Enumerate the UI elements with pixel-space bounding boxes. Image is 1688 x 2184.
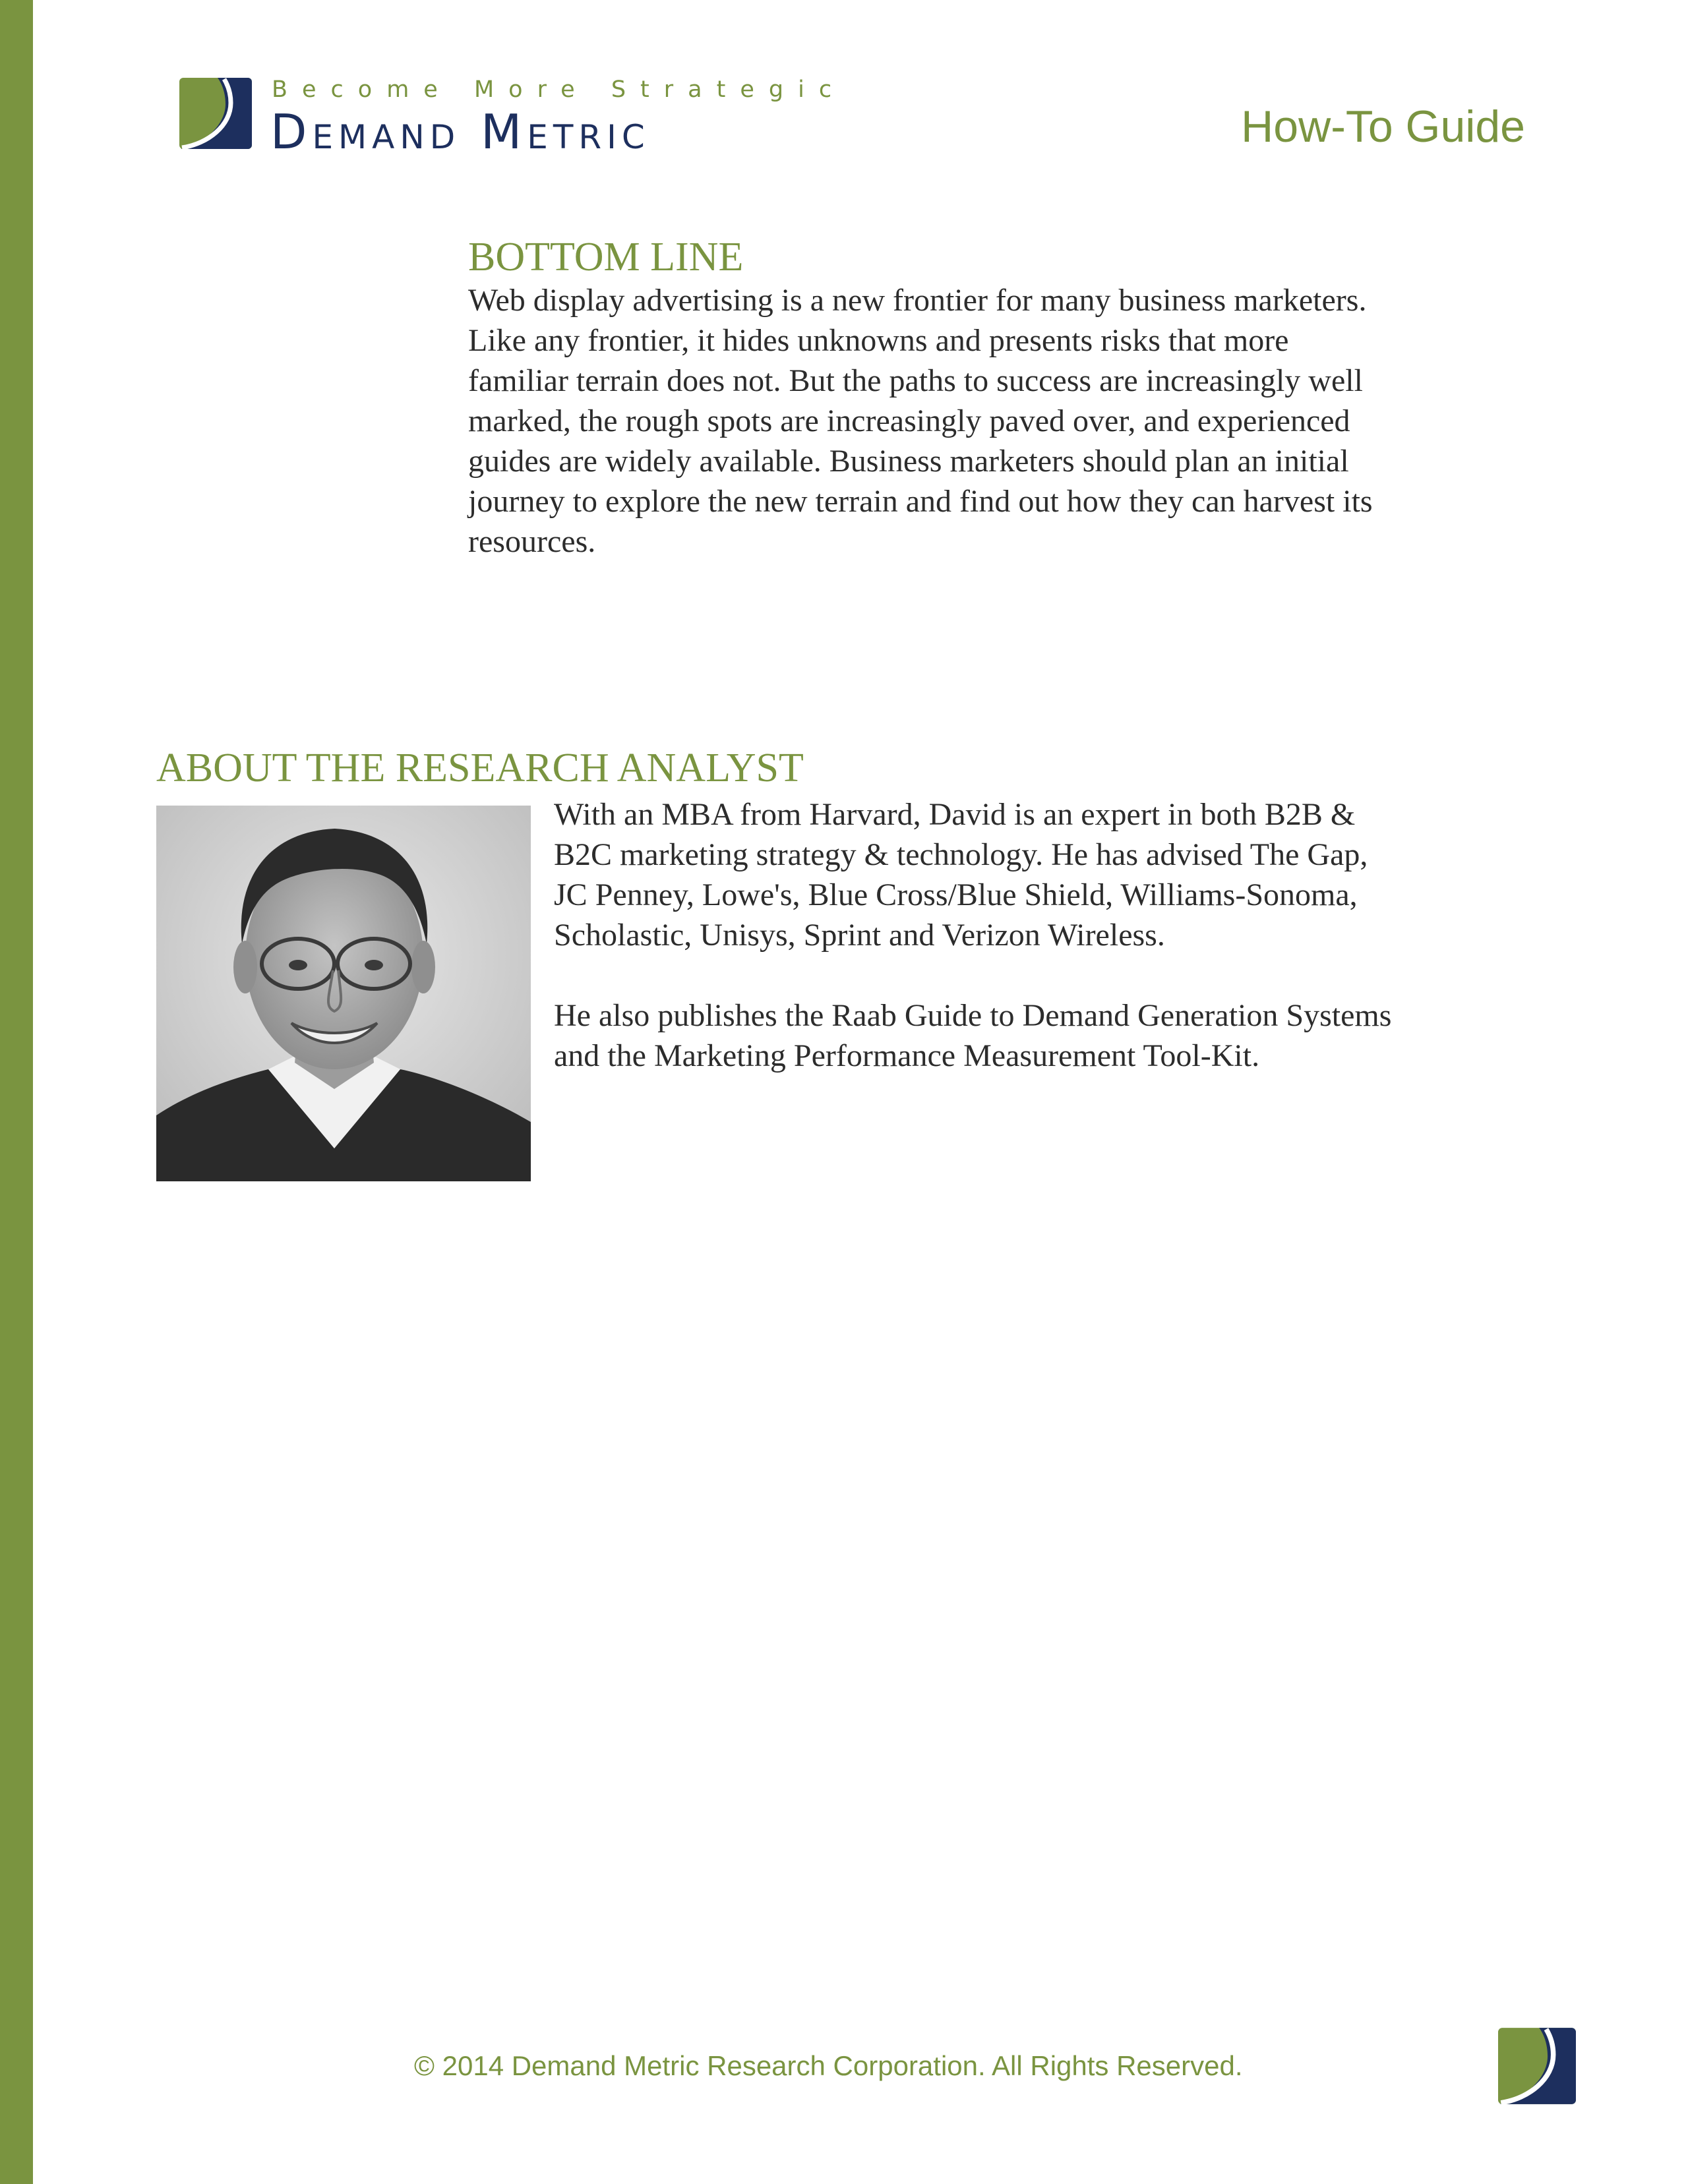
document-type-label: How-To Guide [1241, 102, 1525, 152]
about-analyst-heading: ABOUT THE RESEARCH ANALYST [156, 746, 804, 790]
analyst-publications-line: He also publishes the Raab Guide to Demand Generation Systems [554, 998, 1392, 1033]
analyst-photo [156, 806, 531, 1181]
footer-copyright: © 2014 Demand Metric Research Corporation. All Rights Reserved. [414, 2050, 1243, 2081]
bottom-line-text-line: guides are widely available. Business marketers should plan an initial [468, 444, 1349, 479]
bottom-line-text-line: journey to explore the new terrain and find out how they can harvest its [468, 484, 1373, 519]
bottom-line-text-line: resources. [468, 524, 596, 559]
demand-metric-logo-icon [179, 78, 252, 149]
analyst-publications-line: and the Marketing Performance Measurement Tool-Kit. [554, 1038, 1260, 1073]
left-accent-bar [0, 0, 33, 2184]
demand-metric-logo-icon [1498, 2027, 1576, 2105]
brand-tagline: Become More Strategic [272, 76, 847, 103]
analyst-bio [554, 794, 1543, 1076]
bottom-line-body [468, 280, 1523, 562]
analyst-bio-line: B2C marketing strategy & technology. He has advised The Gap, [554, 837, 1368, 872]
bottom-line-text-line: marked, the rough spots are increasingly paved over, and experienced [468, 403, 1350, 438]
bottom-line-text-line: familiar terrain does not. But the paths to success are increasingly well [468, 363, 1363, 398]
bottom-line-text-line: Like any frontier, it hides unknowns and presents risks that more [468, 323, 1289, 358]
analyst-bio-line: With an MBA from Harvard, David is an expert in both B2B & [554, 797, 1356, 832]
paragraph-spacer [554, 955, 1543, 995]
bottom-line-heading: BOTTOM LINE [468, 235, 744, 280]
analyst-bio-line: JC Penney, Lowe's, Blue Cross/Blue Shield, Williams-Sonoma, [554, 877, 1358, 912]
bottom-line-text-line: Web display advertising is a new frontier for many business marketers. [468, 283, 1367, 318]
analyst-bio-line: Scholastic, Unisys, Sprint and Verizon Wireless. [554, 918, 1165, 953]
brand-name: Demand Metric [270, 104, 650, 160]
